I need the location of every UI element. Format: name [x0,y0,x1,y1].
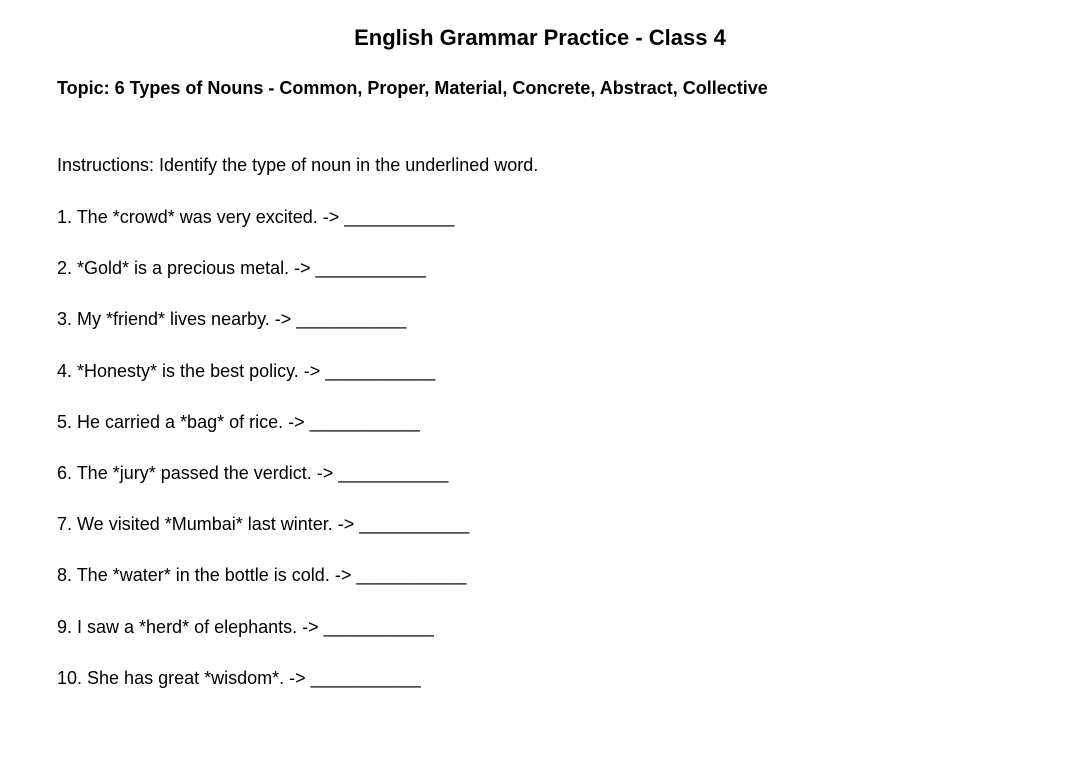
question-7: 7. We visited *Mumbai* last winter. -> ___________ [57,514,470,535]
question-1: 1. The *crowd* was very excited. -> ___________ [57,207,455,227]
question-3: 3. My *friend* lives nearby. -> ___________ [57,309,407,330]
question-8: 8. The *water* in the bottle is cold. -> ___________ [57,565,467,586]
question-4: 4. *Honesty* is the best policy. -> ___________ [57,360,436,381]
question-10: 10. She has great *wisdom*. -> ___________ [57,667,421,688]
worksheet-title: English Grammar Practice - Class 4 [354,25,726,50]
question-5: 5. He carried a *bag* of rice. -> ___________ [57,411,420,432]
question-list [57,205,469,717]
worksheet-instructions: Instructions: Identify the type of noun in the underlined word. [57,155,539,175]
question-9: 9. I saw a *herd* of elephants. -> ___________ [57,616,434,637]
question-2: 2. *Gold* is a precious metal. -> ___________ [57,258,426,279]
question-6: 6. The *jury* passed the verdict. -> ___________ [57,462,449,483]
worksheet-topic: Topic: 6 Types of Nouns - Common, Proper, Material, Concrete, Abstract, Collective [57,78,768,98]
